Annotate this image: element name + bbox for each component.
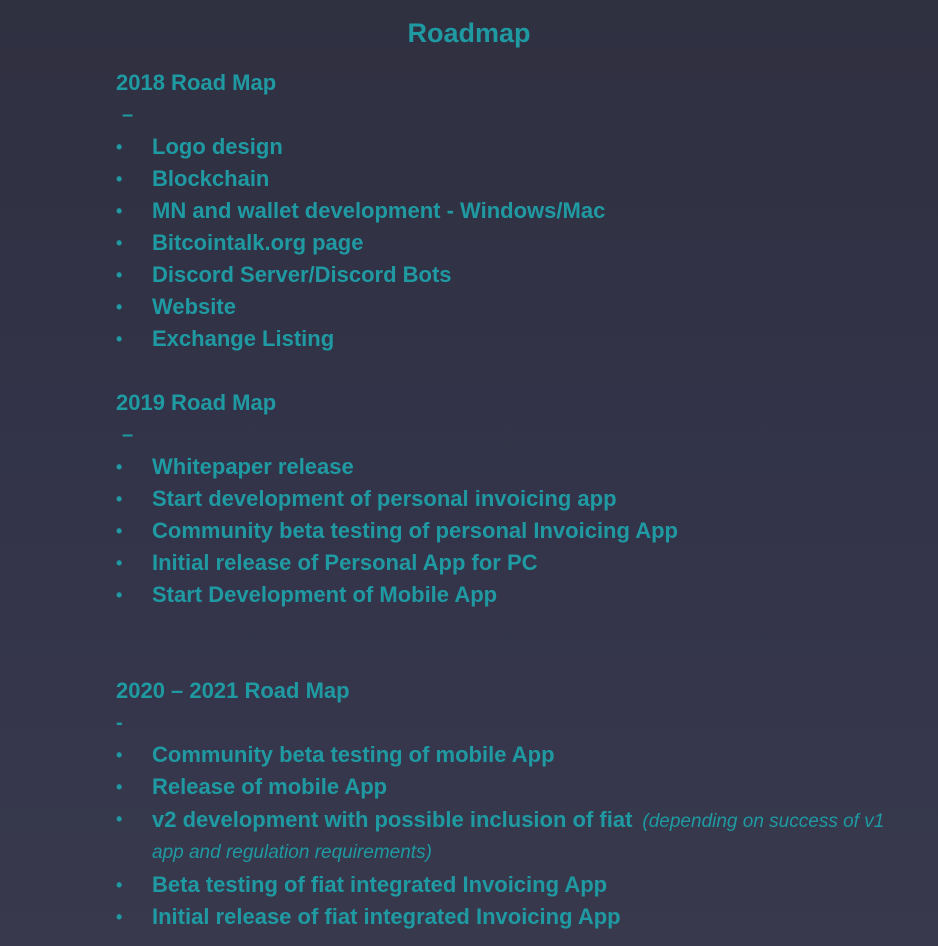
list-item — [116, 131, 896, 163]
roadmap-list-2018 — [116, 131, 896, 355]
list-item-label: Whitepaper release — [152, 454, 354, 479]
list-item — [116, 869, 896, 901]
bullet-icon: • — [116, 329, 123, 349]
list-item — [116, 803, 896, 869]
section-separator-2020-2021: - — [116, 712, 123, 734]
bullet-icon: • — [116, 137, 123, 157]
section-2018 — [116, 67, 896, 355]
list-item-label: Start Development of Mobile App — [152, 582, 498, 607]
bullet-icon: • — [116, 521, 123, 541]
list-item-note: (depending on success of v1 app and regulation requirements) — [152, 811, 885, 863]
bullet-icon: • — [116, 809, 123, 829]
list-item-label: v2 development with possible inclusion of fiat — [152, 807, 633, 832]
list-item — [116, 451, 896, 483]
bullet-icon: • — [116, 233, 123, 253]
bullet-icon: • — [116, 553, 123, 573]
list-item-label: Exchange Listing — [152, 326, 335, 351]
list-item — [116, 323, 896, 355]
list-item — [116, 901, 896, 933]
roadmap-list-2019 — [116, 451, 896, 611]
bullet-icon: • — [116, 907, 123, 927]
page-title: Roadmap — [407, 18, 531, 48]
list-item-label: Logo design — [152, 134, 283, 159]
list-item-label: Beta testing of fiat integrated Invoicing App — [152, 872, 608, 897]
section-2020-2021 — [116, 675, 896, 933]
list-item-label: Blockchain — [152, 166, 270, 191]
list-item-label: Release of mobile App — [152, 774, 388, 799]
list-item-label: Discord Server/Discord Bots — [152, 262, 452, 287]
list-item-label: Bitcointalk.org page — [152, 230, 364, 255]
list-item — [116, 291, 896, 323]
list-item — [116, 227, 896, 259]
bullet-icon: • — [116, 169, 123, 189]
list-item-label: Initial release of fiat integrated Invoicing App — [152, 904, 621, 929]
list-item — [116, 739, 896, 771]
bullet-icon: • — [116, 745, 123, 765]
section-2019 — [116, 387, 896, 611]
section-separator-2018: – — [122, 104, 134, 126]
list-item-label: Community beta testing of personal Invoicing App — [152, 518, 678, 543]
list-item — [116, 515, 896, 547]
list-item-label: Start development of personal invoicing app — [152, 486, 617, 511]
list-item-label: MN and wallet development - Windows/Mac — [152, 198, 606, 223]
bullet-icon: • — [116, 265, 123, 285]
section-heading-2019: 2019 Road Map — [116, 390, 277, 415]
list-item-label: Initial release of Personal App for PC — [152, 550, 538, 575]
bullet-icon: • — [116, 875, 123, 895]
list-item — [116, 163, 896, 195]
list-item — [116, 547, 896, 579]
section-heading-2020-2021: 2020 – 2021 Road Map — [116, 678, 350, 703]
bullet-icon: • — [116, 777, 123, 797]
bullet-icon: • — [116, 201, 123, 221]
list-item — [116, 483, 896, 515]
list-item — [116, 579, 896, 611]
bullet-icon: • — [116, 457, 123, 477]
bullet-icon: • — [116, 585, 123, 605]
list-item-label: Community beta testing of mobile App — [152, 742, 555, 767]
roadmap-list-2020-2021 — [116, 739, 896, 933]
list-item-label: Website — [152, 294, 236, 319]
section-heading-2018: 2018 Road Map — [116, 70, 277, 95]
list-item — [116, 195, 896, 227]
bullet-icon: • — [116, 489, 123, 509]
bullet-icon: • — [116, 297, 123, 317]
list-item — [116, 259, 896, 291]
section-separator-2019: – — [122, 424, 134, 446]
list-item — [116, 771, 896, 803]
